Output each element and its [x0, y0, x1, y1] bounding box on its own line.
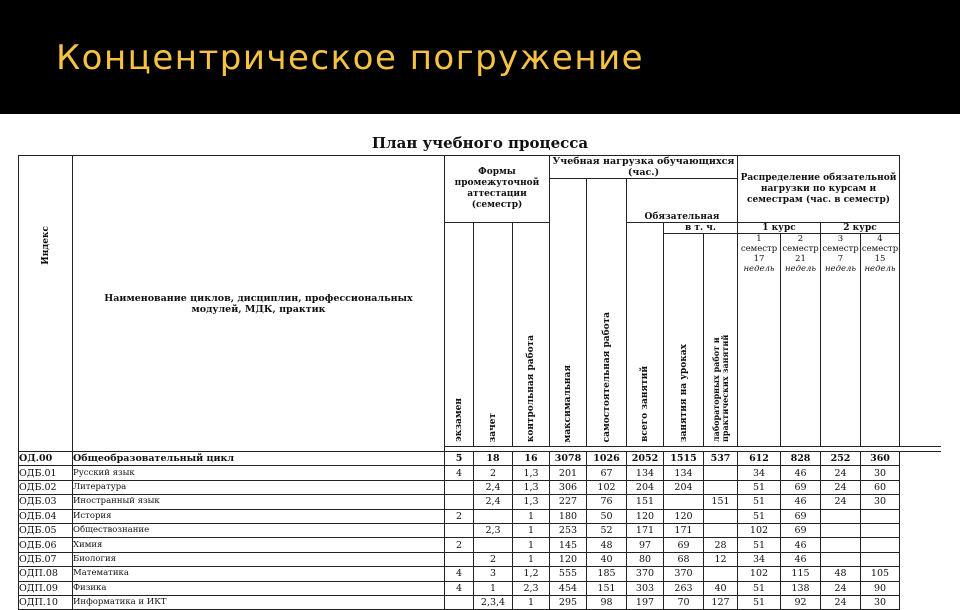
row-value-cell: 360 — [861, 452, 900, 466]
row-value-cell — [821, 538, 861, 552]
row-value-cell — [704, 480, 738, 494]
row-value-cell: 306 — [550, 480, 587, 494]
row-value-cell: 92 — [781, 595, 821, 609]
row-index-cell: ОДП.09 — [19, 581, 73, 595]
row-value-cell: 295 — [550, 595, 587, 609]
row-index-cell: ОДБ.07 — [19, 552, 73, 566]
row-value-cell — [704, 466, 738, 480]
row-value-cell: 52 — [587, 523, 627, 537]
row-value-cell: 50 — [587, 509, 627, 523]
row-value-cell — [445, 480, 474, 494]
row-value-cell: 2 — [474, 466, 513, 480]
row-value-cell: 1 — [513, 509, 550, 523]
row-value-cell — [664, 495, 704, 509]
row-value-cell: 40 — [587, 552, 627, 566]
row-value-cell: 18 — [474, 452, 513, 466]
row-value-cell: 16 — [513, 452, 550, 466]
row-value-cell — [861, 552, 900, 566]
row-value-cell — [445, 495, 474, 509]
row-value-cell: 2 — [474, 552, 513, 566]
row-name-cell: Литература — [73, 480, 445, 494]
row-value-cell: 134 — [664, 466, 704, 480]
row-value-cell: 253 — [550, 523, 587, 537]
row-value-cell — [704, 509, 738, 523]
row-value-cell — [474, 538, 513, 552]
document-title: План учебного процесса — [371, 134, 589, 152]
row-value-cell: 370 — [664, 567, 704, 581]
row-value-cell: 134 — [627, 466, 664, 480]
row-name-cell: Русский язык — [73, 466, 445, 480]
lessons-header: занятия на уроках — [664, 234, 704, 447]
row-value-cell — [821, 523, 861, 537]
row-value-cell — [861, 509, 900, 523]
slide-title: Концентрическое погружение — [56, 38, 645, 78]
row-value-cell: 1,3 — [513, 495, 550, 509]
row-value-cell — [445, 552, 474, 566]
row-value-cell — [704, 567, 738, 581]
row-value-cell: 68 — [664, 552, 704, 566]
row-value-cell: 51 — [738, 509, 781, 523]
row-value-cell: 105 — [861, 567, 900, 581]
row-value-cell: 24 — [821, 595, 861, 609]
row-value-cell: 24 — [821, 466, 861, 480]
row-name-cell: Химия — [73, 538, 445, 552]
forms-header: Формы промежуточной аттестации (семестр) — [445, 156, 550, 223]
mandatory-header: Обязательная — [627, 179, 738, 223]
row-value-cell: 370 — [627, 567, 664, 581]
row-index-cell: ОДП.08 — [19, 567, 73, 581]
total-header: всего занятий — [627, 223, 664, 447]
row-value-cell — [861, 538, 900, 552]
row-value-cell: 24 — [821, 480, 861, 494]
row-value-cell: 34 — [738, 552, 781, 566]
maximum-header: максимальная — [550, 179, 587, 447]
row-index-cell: ОД.00 — [19, 452, 73, 466]
row-index-cell: ОДБ.01 — [19, 466, 73, 480]
row-value-cell: 51 — [738, 538, 781, 552]
row-value-cell — [821, 552, 861, 566]
row-value-cell: 263 — [664, 581, 704, 595]
row-value-cell: 120 — [627, 509, 664, 523]
row-value-cell: 46 — [781, 495, 821, 509]
row-value-cell: 2,3 — [474, 523, 513, 537]
table-row — [19, 567, 942, 581]
row-value-cell: 51 — [738, 495, 781, 509]
row-value-cell: 102 — [587, 480, 627, 494]
row-value-cell: 4 — [445, 466, 474, 480]
row-value-cell: 171 — [664, 523, 704, 537]
curriculum-table — [18, 155, 941, 610]
row-value-cell: 76 — [587, 495, 627, 509]
row-value-cell: 555 — [550, 567, 587, 581]
semester-3-header: 3 семестр 7 недель — [821, 234, 861, 447]
row-value-cell: 151 — [704, 495, 738, 509]
row-value-cell: 171 — [627, 523, 664, 537]
row-value-cell: 151 — [627, 495, 664, 509]
row-name-cell: Обществознание — [73, 523, 445, 537]
row-value-cell: 2 — [445, 538, 474, 552]
row-value-cell: 3078 — [550, 452, 587, 466]
table-row — [19, 538, 942, 552]
table-row — [19, 466, 942, 480]
row-value-cell: 2052 — [627, 452, 664, 466]
row-value-cell: 51 — [738, 581, 781, 595]
row-name-cell: Иностранный язык — [73, 495, 445, 509]
row-value-cell: 40 — [704, 581, 738, 595]
row-index-cell: ОДБ.02 — [19, 480, 73, 494]
row-value-cell: 1,3 — [513, 480, 550, 494]
table-row — [19, 581, 942, 595]
row-value-cell: 102 — [738, 567, 781, 581]
row-value-cell: 120 — [664, 509, 704, 523]
semester-2-header: 2 семестр 21 недель — [781, 234, 821, 447]
semester-4-header: 4 семестр 15 недель — [861, 234, 900, 447]
row-value-cell: 98 — [587, 595, 627, 609]
row-value-cell: 145 — [550, 538, 587, 552]
row-value-cell: 197 — [627, 595, 664, 609]
row-name-cell: Общеобразовательный цикл — [73, 452, 445, 466]
row-value-cell — [821, 509, 861, 523]
row-name-cell: Информатика и ИКТ — [73, 595, 445, 609]
row-value-cell: 97 — [627, 538, 664, 552]
row-value-cell: 1 — [474, 581, 513, 595]
row-value-cell: 227 — [550, 495, 587, 509]
row-value-cell: 46 — [781, 538, 821, 552]
row-value-cell: 1 — [513, 538, 550, 552]
distribution-header: Распределение обязательной нагрузки по курсам и семестрам (час. в семестр) — [738, 156, 900, 223]
row-value-cell: 2 — [445, 509, 474, 523]
row-value-cell: 67 — [587, 466, 627, 480]
row-value-cell: 828 — [781, 452, 821, 466]
row-value-cell: 34 — [738, 466, 781, 480]
row-value-cell — [445, 523, 474, 537]
row-value-cell: 51 — [738, 595, 781, 609]
row-value-cell: 1515 — [664, 452, 704, 466]
row-value-cell: 90 — [861, 581, 900, 595]
row-index-cell: ОДБ.05 — [19, 523, 73, 537]
row-index-cell: ОДБ.06 — [19, 538, 73, 552]
row-value-cell: 2,3 — [513, 581, 550, 595]
row-value-cell: 46 — [781, 552, 821, 566]
row-value-cell: 46 — [781, 466, 821, 480]
name-header: Наименование циклов, дисциплин, профессиональных модулей, МДК, практик — [73, 156, 445, 452]
index-header: Индекс — [19, 156, 73, 452]
row-value-cell — [861, 523, 900, 537]
row-value-cell: 120 — [550, 552, 587, 566]
row-value-cell: 3 — [474, 567, 513, 581]
row-index-cell: ОДП.10 — [19, 595, 73, 609]
row-value-cell: 303 — [627, 581, 664, 595]
row-value-cell: 30 — [861, 595, 900, 609]
table-row — [19, 452, 942, 466]
row-name-cell: Физика — [73, 581, 445, 595]
row-value-cell: 180 — [550, 509, 587, 523]
labs-header: лабораторных работ и практических занятий — [704, 234, 738, 447]
row-value-cell: 1 — [513, 595, 550, 609]
self-work-header: самостоятельная работа — [587, 179, 627, 447]
row-value-cell: 204 — [627, 480, 664, 494]
incl-header: в т. ч. — [664, 223, 738, 234]
row-value-cell — [474, 509, 513, 523]
row-value-cell: 51 — [738, 480, 781, 494]
row-value-cell: 612 — [738, 452, 781, 466]
row-value-cell: 12 — [704, 552, 738, 566]
row-name-cell: Математика — [73, 567, 445, 581]
row-value-cell: 1 — [513, 523, 550, 537]
table-row — [19, 495, 942, 509]
row-value-cell: 2,3,4 — [474, 595, 513, 609]
row-value-cell — [704, 523, 738, 537]
row-value-cell: 1,3 — [513, 466, 550, 480]
row-value-cell: 48 — [587, 538, 627, 552]
row-value-cell: 30 — [861, 466, 900, 480]
credit-header: зачет — [474, 223, 513, 447]
row-value-cell: 30 — [861, 495, 900, 509]
row-value-cell: 1,2 — [513, 567, 550, 581]
course2-header: 2 курс — [821, 223, 900, 234]
semester-1-header: 1 семестр 17 недель — [738, 234, 781, 447]
table-row — [19, 480, 942, 494]
row-value-cell: 70 — [664, 595, 704, 609]
row-value-cell — [445, 595, 474, 609]
row-value-cell: 537 — [704, 452, 738, 466]
row-value-cell: 252 — [821, 452, 861, 466]
row-value-cell: 2,4 — [474, 480, 513, 494]
row-value-cell: 127 — [704, 595, 738, 609]
row-value-cell: 69 — [781, 480, 821, 494]
row-value-cell: 4 — [445, 581, 474, 595]
exam-header: экзамен — [445, 223, 474, 447]
row-value-cell: 24 — [821, 581, 861, 595]
row-value-cell: 28 — [704, 538, 738, 552]
row-value-cell: 185 — [587, 567, 627, 581]
row-value-cell: 69 — [781, 523, 821, 537]
row-value-cell: 80 — [627, 552, 664, 566]
row-value-cell: 138 — [781, 581, 821, 595]
table-row — [19, 509, 942, 523]
row-value-cell: 454 — [550, 581, 587, 595]
control-work-header: контрольная работа — [513, 223, 550, 447]
row-value-cell: 1 — [513, 552, 550, 566]
row-value-cell: 1026 — [587, 452, 627, 466]
row-value-cell: 69 — [781, 509, 821, 523]
row-value-cell: 102 — [738, 523, 781, 537]
row-value-cell: 48 — [821, 567, 861, 581]
row-index-cell: ОДБ.04 — [19, 509, 73, 523]
table-row — [19, 595, 942, 609]
course1-header: 1 курс — [738, 223, 821, 234]
row-value-cell: 204 — [664, 480, 704, 494]
row-value-cell: 115 — [781, 567, 821, 581]
table-row — [19, 552, 942, 566]
row-index-cell: ОДБ.03 — [19, 495, 73, 509]
row-value-cell: 201 — [550, 466, 587, 480]
row-value-cell: 5 — [445, 452, 474, 466]
load-header: Учебная нагрузка обучающихся (час.) — [550, 156, 738, 179]
row-value-cell: 24 — [821, 495, 861, 509]
row-value-cell: 151 — [587, 581, 627, 595]
row-value-cell: 69 — [664, 538, 704, 552]
row-name-cell: Биология — [73, 552, 445, 566]
row-value-cell: 4 — [445, 567, 474, 581]
row-name-cell: История — [73, 509, 445, 523]
row-value-cell: 2,4 — [474, 495, 513, 509]
table-row — [19, 523, 942, 537]
row-value-cell: 60 — [861, 480, 900, 494]
